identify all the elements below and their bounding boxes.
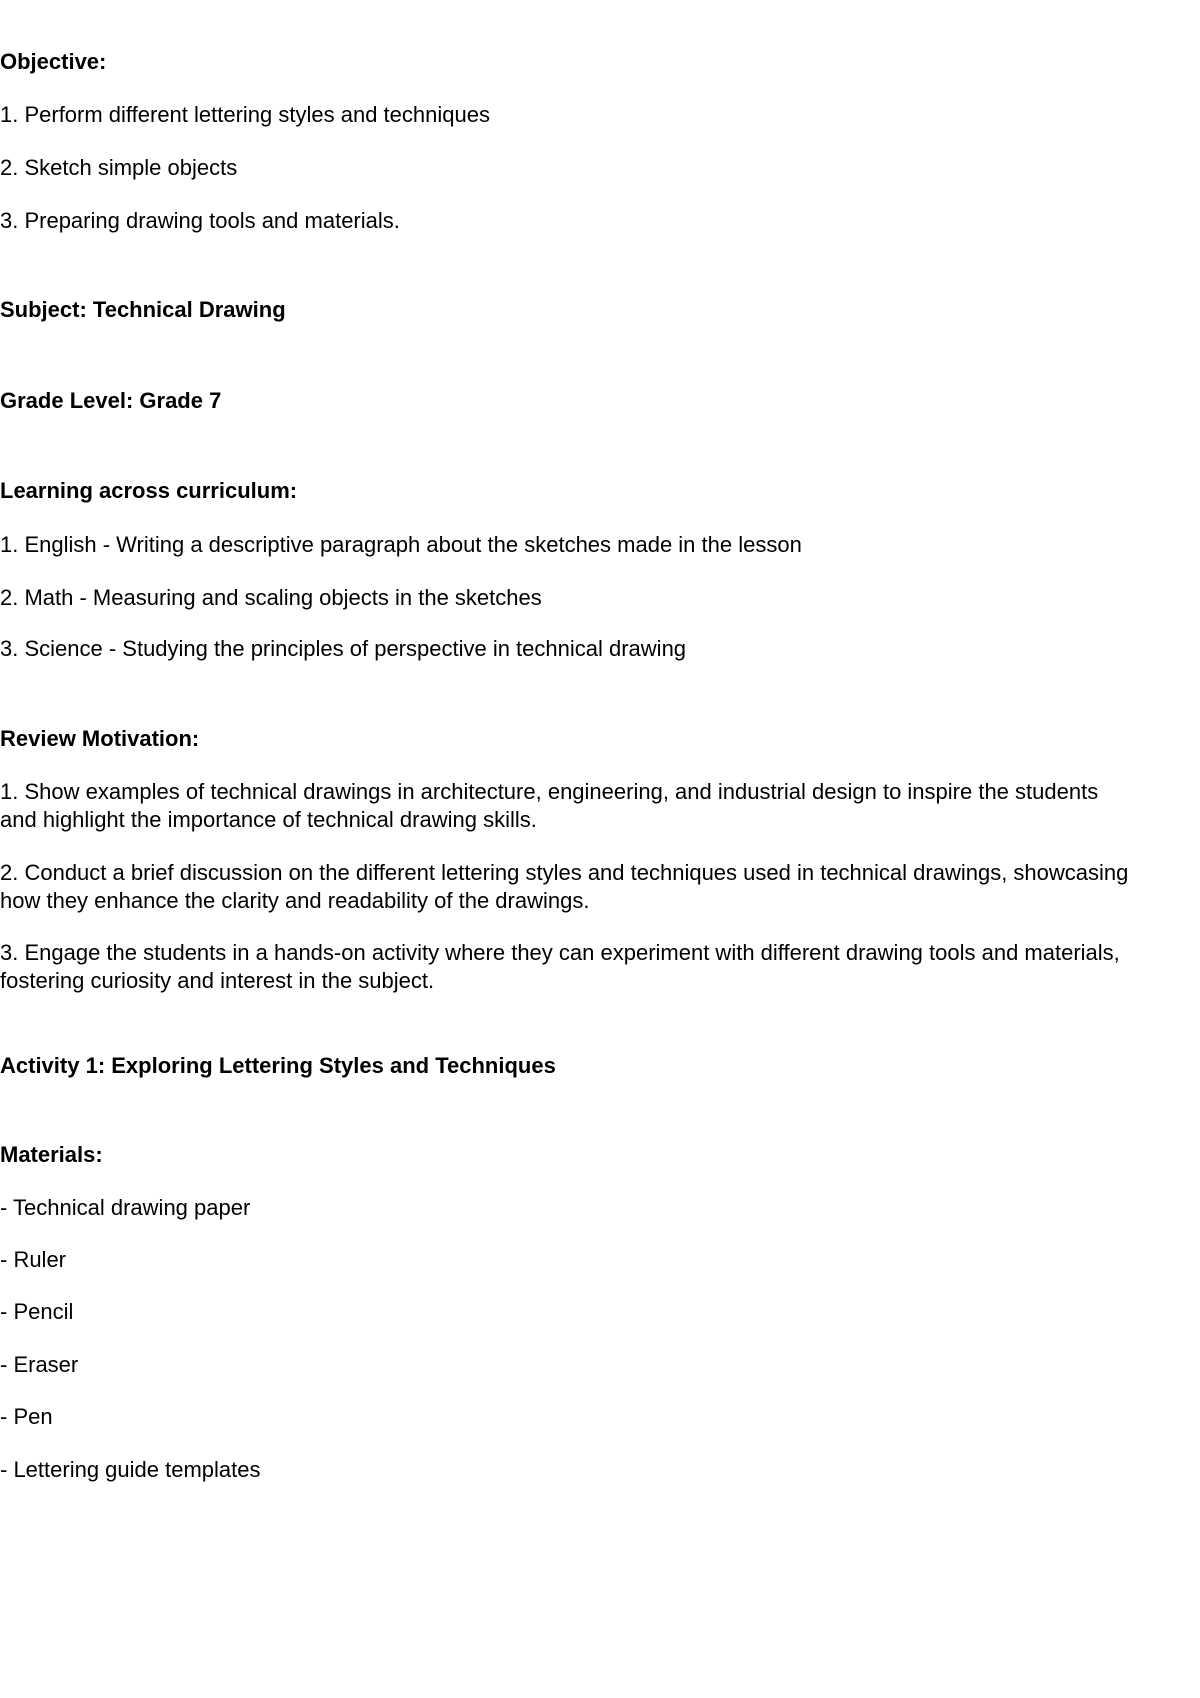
objective-heading: Objective: xyxy=(0,49,107,74)
learning-across-curriculum-heading: Learning across curriculum: xyxy=(0,478,298,503)
grade-level-heading: Grade Level: Grade 7 xyxy=(0,388,222,413)
materials-heading: Materials: xyxy=(0,1142,103,1167)
objective-item: 2. Sketch simple objects xyxy=(0,155,238,180)
curriculum-item: 1. English - Writing a descriptive paragraph about the sketches made in the lesson xyxy=(0,532,802,557)
motivation-item: 2. Conduct a brief discussion on the different lettering styles and techniques used in technical drawings, showcasing how they enhance the clarity and readability of the drawings. xyxy=(0,860,1129,913)
motivation-item: 3. Engage the students in a hands-on activity where they can experiment with different drawing tools and materials, fostering curiosity and interest in the subject. xyxy=(0,940,1120,993)
curriculum-item: 2. Math - Measuring and scaling objects in the sketches xyxy=(0,585,542,610)
materials-item: - Lettering guide templates xyxy=(0,1457,261,1482)
curriculum-item: 3. Science - Studying the principles of perspective in technical drawing xyxy=(0,636,687,661)
subject-heading: Subject: Technical Drawing xyxy=(0,297,286,322)
materials-item: - Pencil xyxy=(0,1299,74,1324)
motivation-item: 1. Show examples of technical drawings in architecture, engineering, and industrial design to inspire the students and highlight the importance of technical drawing skills. xyxy=(0,779,1099,832)
materials-item: - Eraser xyxy=(0,1352,79,1377)
materials-item: - Ruler xyxy=(0,1247,67,1272)
materials-item: - Technical drawing paper xyxy=(0,1195,251,1220)
objective-item: 3. Preparing drawing tools and materials. xyxy=(0,208,400,233)
activity-1-heading: Activity 1: Exploring Lettering Styles and Techniques xyxy=(0,1053,556,1078)
materials-item: - Pen xyxy=(0,1404,53,1429)
objective-item: 1. Perform different lettering styles and techniques xyxy=(0,102,490,127)
review-motivation-heading: Review Motivation: xyxy=(0,726,200,751)
